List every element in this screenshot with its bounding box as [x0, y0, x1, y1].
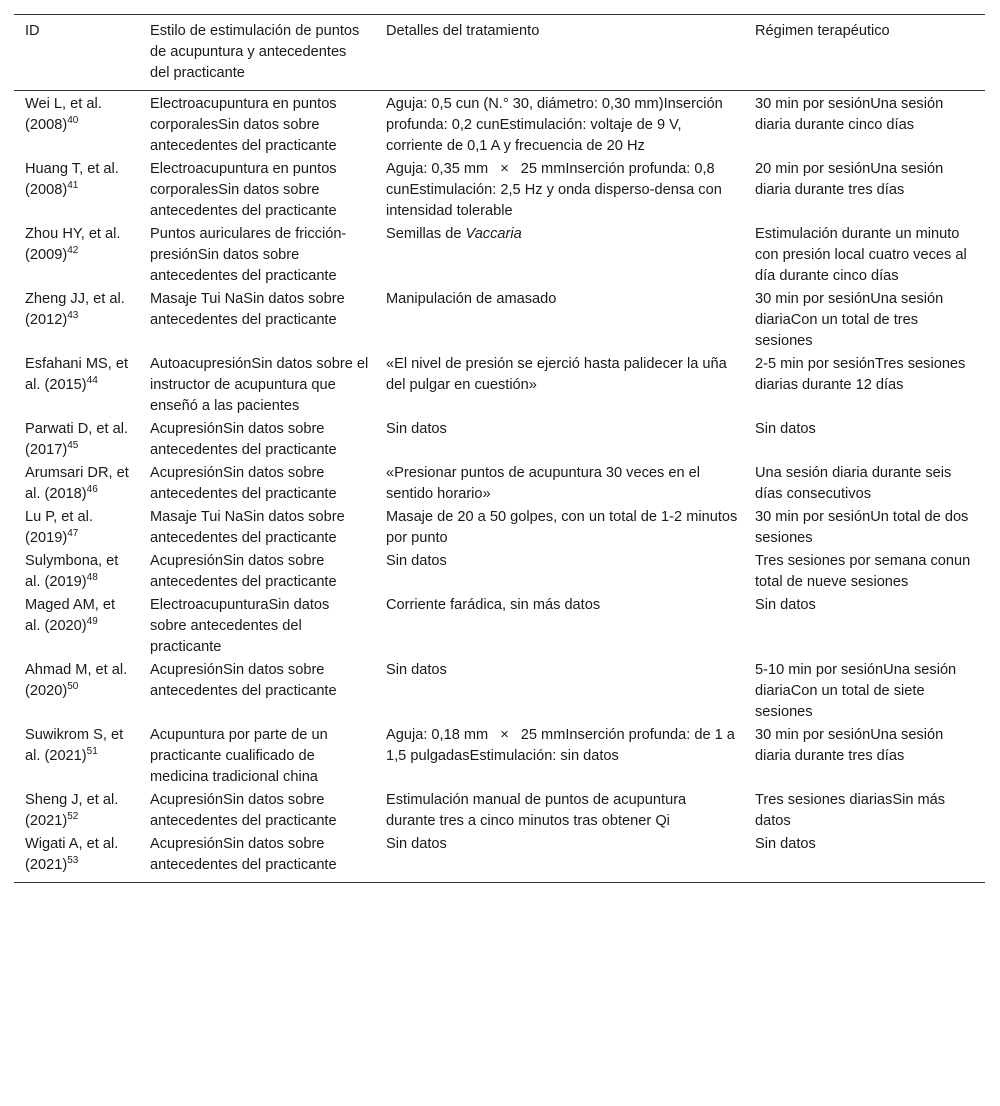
table-row — [14, 418, 985, 462]
cell-id — [14, 659, 139, 724]
cell-treatment-details: Aguja: 0,5 cun (N.° 30, diámetro: 0,30 mm)Inserción profunda: 0,2 cunEstimulación: voltaje de 9 V, corriente de 0,1 A y frecuencia de 20 Hz — [386, 96, 723, 154]
cell-treatment-details — [375, 223, 744, 288]
study-id: Lu P, et al. (2019) — [25, 509, 93, 546]
study-id: Arumsari DR, et al. (2018) — [25, 465, 129, 502]
table-row — [14, 550, 985, 594]
cell-stimulation-style: AcupresiónSin datos sobre antecedentes del practicante — [150, 662, 337, 699]
cell-treatment-details: «Presionar puntos de acupuntura 30 veces en el sentido horario» — [386, 465, 700, 502]
cell-therapeutic-regimen: 30 min por sesiónUn total de dos sesiones — [755, 509, 969, 546]
reference-number: 43 — [67, 310, 79, 321]
header-therapeutic-regimen: Régimen terapéutico — [744, 15, 985, 91]
cell-therapeutic-regimen: Estimulación durante un minuto con presión local cuatro veces al día durante cinco días — [755, 226, 967, 284]
table-row — [14, 353, 985, 418]
cell-id — [14, 594, 139, 659]
details-text: Aguja: 0,18 mm — [386, 727, 489, 743]
cell-stimulation-style: Puntos auriculares de fricción-presiónSin datos sobre antecedentes del practicante — [150, 226, 347, 284]
study-id: Wei L, et al. (2008) — [25, 96, 102, 133]
cell-treatment-details: Sin datos — [386, 662, 447, 678]
details-text: Aguja: 0,35 mm — [386, 161, 489, 177]
cell-therapeutic-regimen: Una sesión diaria durante seis días consecutivos — [755, 465, 952, 502]
cell-treatment-details: Sin datos — [386, 553, 447, 569]
study-id: Zhou HY, et al. (2009) — [25, 226, 121, 263]
reference-number: 41 — [67, 180, 79, 191]
cell-treatment-details: Sin datos — [386, 421, 447, 437]
cell-id — [14, 353, 139, 418]
acupuncture-studies-table — [14, 14, 985, 883]
cell-stimulation-style: AcupresiónSin datos sobre antecedentes del practicante — [150, 553, 337, 590]
cell-id — [14, 506, 139, 550]
study-id: Sheng J, et al. (2021) — [25, 792, 119, 829]
cell-id — [14, 724, 139, 789]
cell-therapeutic-regimen: 2-5 min por sesiónTres sesiones diarias durante 12 días — [755, 356, 966, 393]
cell-stimulation-style: ElectroacupunturaSin datos sobre antecedentes del practicante — [150, 597, 330, 655]
details-species-name: Vaccaria — [465, 226, 522, 242]
cell-therapeutic-regimen: Tres sesiones diariasSin más datos — [755, 792, 946, 829]
study-id: Ahmad M, et al. (2020) — [25, 662, 128, 699]
cell-stimulation-style: AcupresiónSin datos sobre antecedentes del practicante — [150, 421, 337, 458]
cell-therapeutic-regimen: 30 min por sesiónUna sesión diaria durante cinco días — [755, 96, 944, 133]
cell-therapeutic-regimen: Sin datos — [755, 597, 816, 613]
cell-id — [14, 91, 139, 159]
cell-treatment-details: Masaje de 20 a 50 golpes, con un total de 1-2 minutos por punto — [386, 509, 738, 546]
table-row — [14, 91, 985, 159]
study-id: Esfahani MS, et al. (2015) — [25, 356, 129, 393]
reference-number: 44 — [86, 375, 98, 386]
cell-id — [14, 550, 139, 594]
times-symbol: × — [500, 161, 509, 177]
cell-stimulation-style: Electroacupuntura en puntos corporalesSin datos sobre antecedentes del practicante — [150, 161, 337, 219]
cell-stimulation-style: Electroacupuntura en puntos corporalesSin datos sobre antecedentes del practicante — [150, 96, 337, 154]
cell-therapeutic-regimen: Tres sesiones por semana conun total de nueve sesiones — [755, 553, 971, 590]
cell-therapeutic-regimen: Sin datos — [744, 833, 985, 883]
cell-therapeutic-regimen: 30 min por sesiónUna sesión diaria durante tres días — [755, 727, 944, 764]
cell-id — [14, 288, 139, 353]
cell-treatment-details: Corriente farádica, sin más datos — [386, 597, 601, 613]
reference-number: 42 — [67, 245, 79, 256]
cell-id — [14, 462, 139, 506]
cell-therapeutic-regimen: 20 min por sesiónUna sesión diaria durante tres días — [755, 161, 944, 198]
reference-number: 48 — [86, 572, 98, 583]
reference-number: 52 — [67, 811, 79, 822]
cell-therapeutic-regimen: 30 min por sesiónUna sesión diariaCon un total de tres sesiones — [755, 291, 944, 349]
reference-number: 49 — [86, 616, 98, 627]
header-stimulation-style: Estilo de estimulación de puntos de acupuntura y antecedentes del practicante — [139, 15, 375, 91]
cell-stimulation-style: Acupuntura por parte de un practicante cualificado de medicina tradicional china — [150, 727, 328, 785]
reference-number: 51 — [86, 746, 98, 757]
reference-number: 46 — [86, 484, 98, 495]
table-row — [14, 659, 985, 724]
table-row — [14, 833, 985, 883]
table-row — [14, 594, 985, 659]
cell-id — [14, 418, 139, 462]
reference-number: 53 — [67, 855, 79, 866]
reference-number: 47 — [67, 528, 79, 539]
table-row — [14, 724, 985, 789]
cell-therapeutic-regimen: Sin datos — [755, 421, 816, 437]
cell-treatment-details: «El nivel de presión se ejerció hasta palidecer la uña del pulgar en cuestión» — [386, 356, 727, 393]
table-row — [14, 506, 985, 550]
study-id: Suwikrom S, et al. (2021) — [25, 727, 124, 764]
cell-id — [14, 833, 139, 883]
study-id: Parwati D, et al. (2017) — [25, 421, 129, 458]
cell-stimulation-style: Masaje Tui NaSin datos sobre antecedentes del practicante — [150, 509, 345, 546]
cell-treatment-details — [375, 724, 744, 789]
cell-treatment-details: Estimulación manual de puntos de acupuntura durante tres a cinco minutos tras obtener Qi — [386, 792, 687, 829]
table-row — [14, 158, 985, 223]
reference-number: 45 — [67, 440, 79, 451]
table-row — [14, 789, 985, 833]
cell-id — [14, 789, 139, 833]
table-body — [14, 91, 985, 883]
study-id: Sulymbona, et al. (2019) — [25, 553, 119, 590]
details-text: 25 mmInserción profunda: de 1 a 1,5 pulgadasEstimulación: sin datos — [386, 727, 735, 764]
cell-treatment-details — [375, 158, 744, 223]
header-id: ID — [14, 15, 139, 91]
details-text: Semillas de — [386, 226, 466, 242]
study-id: Zheng JJ, et al. (2012) — [25, 291, 125, 328]
cell-therapeutic-regimen: 5-10 min por sesiónUna sesión diariaCon un total de siete sesiones — [755, 662, 957, 720]
cell-stimulation-style: AcupresiónSin datos sobre antecedentes del practicante — [150, 792, 337, 829]
table-row — [14, 223, 985, 288]
cell-stimulation-style: AcupresiónSin datos sobre antecedentes del practicante — [150, 465, 337, 502]
study-id: Huang T, et al. (2008) — [25, 161, 119, 198]
cell-id — [14, 223, 139, 288]
cell-treatment-details: Sin datos — [375, 833, 744, 883]
acupuncture-studies-table-container — [14, 14, 986, 883]
times-symbol: × — [500, 727, 509, 743]
header-treatment-details: Detalles del tratamiento — [375, 15, 744, 91]
details-text: 25 mmInserción profunda: 0,8 cunEstimulación: 2,5 Hz y onda disperso-densa con intensidad tolerable — [386, 161, 722, 219]
table-row — [14, 288, 985, 353]
cell-id — [14, 158, 139, 223]
table-row — [14, 462, 985, 506]
cell-treatment-details: Manipulación de amasado — [386, 291, 557, 307]
study-id: Wigati A, et al. (2021) — [25, 836, 119, 873]
table-header-row — [14, 15, 985, 91]
cell-stimulation-style: Masaje Tui NaSin datos sobre antecedentes del practicante — [150, 291, 345, 328]
study-id: Maged AM, et al. (2020) — [25, 597, 116, 634]
cell-stimulation-style: AcupresiónSin datos sobre antecedentes del practicante — [139, 833, 375, 883]
reference-number: 50 — [67, 681, 79, 692]
reference-number: 40 — [67, 115, 79, 126]
cell-stimulation-style: AutoacupresiónSin datos sobre el instructor de acupuntura que enseñó a las pacientes — [150, 356, 369, 414]
